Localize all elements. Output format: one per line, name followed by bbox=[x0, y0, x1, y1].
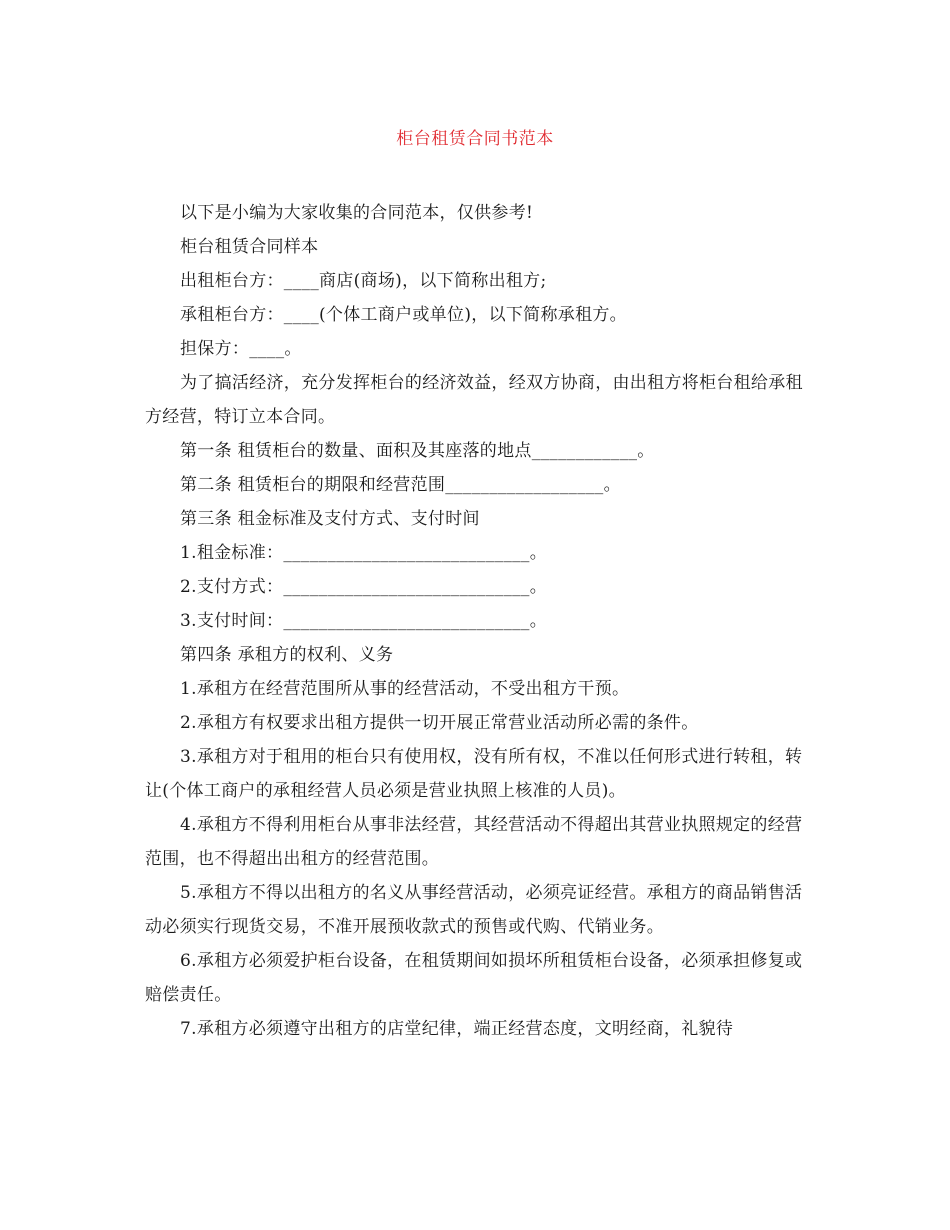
paragraph-article-2: 第二条 租赁柜台的期限和经营范围__________________。 bbox=[180, 475, 621, 495]
document-body bbox=[145, 196, 805, 1046]
paragraph-article-1: 第一条 租赁柜台的数量、面积及其座落的地点____________。 bbox=[180, 441, 655, 461]
paragraph-clause-4-3: 3.承租方对于租用的柜台只有使用权，没有所有权，不准以任何形式进行转租，转让(个体工商户的承租经营人员必须是营业执照上核准的人员)。 bbox=[145, 747, 803, 801]
paragraph-clause-4-6: 6.承租方必须爱护柜台设备，在租赁期间如损坏所租赁柜台设备，必须承担修复或赔偿责任。 bbox=[145, 951, 803, 1005]
document-title: 柜台租赁合同书范本 bbox=[396, 129, 554, 149]
paragraph-clause-4-7: 7.承租方必须遵守出租方的店堂纪律，端正经营态度，文明经商，礼貌待 bbox=[180, 1019, 734, 1039]
paragraph-guarantor: 担保方：____。 bbox=[180, 339, 302, 359]
paragraph-lessor: 出租柜台方：____商店(商场)，以下简称出租方; bbox=[180, 271, 547, 291]
paragraph-rent-standard: 1.租金标准：____________________________。 bbox=[180, 543, 548, 563]
paragraph-intro: 以下是小编为大家收集的合同范本，仅供参考! bbox=[180, 203, 534, 223]
paragraph-article-3: 第三条 租金标准及支付方式、支付时间 bbox=[180, 509, 480, 529]
paragraph-article-4: 第四条 承租方的权利、义务 bbox=[180, 645, 394, 665]
paragraph-payment-time: 3.支付时间：____________________________。 bbox=[180, 611, 548, 631]
paragraph-payment-method: 2.支付方式：____________________________。 bbox=[180, 577, 548, 597]
paragraph-clause-4-1: 1.承租方在经营范围所从事的经营活动，不受出租方干预。 bbox=[180, 679, 630, 699]
paragraph-sample-heading: 柜台租赁合同样本 bbox=[180, 237, 319, 257]
paragraph-lessee: 承租柜台方：____(个体工商户或单位)，以下简称承租方。 bbox=[180, 305, 627, 325]
paragraph-purpose: 为了搞活经济，充分发挥柜台的经济效益，经双方协商，由出租方将柜台租给承租方经营，特订立本合同。 bbox=[145, 373, 803, 427]
paragraph-clause-4-2: 2.承租方有权要求出租方提供一切开展正常营业活动所必需的条件。 bbox=[180, 713, 699, 733]
paragraph-clause-4-5: 5.承租方不得以出租方的名义从事经营活动，必须亮证经营。承租方的商品销售活动必须实行现货交易，不准开展预收款式的预售或代购、代销业务。 bbox=[145, 883, 803, 937]
paragraph-clause-4-4: 4.承租方不得利用柜台从事非法经营，其经营活动不得超出其营业执照规定的经营范围，也不得超出出租方的经营范围。 bbox=[145, 815, 803, 869]
